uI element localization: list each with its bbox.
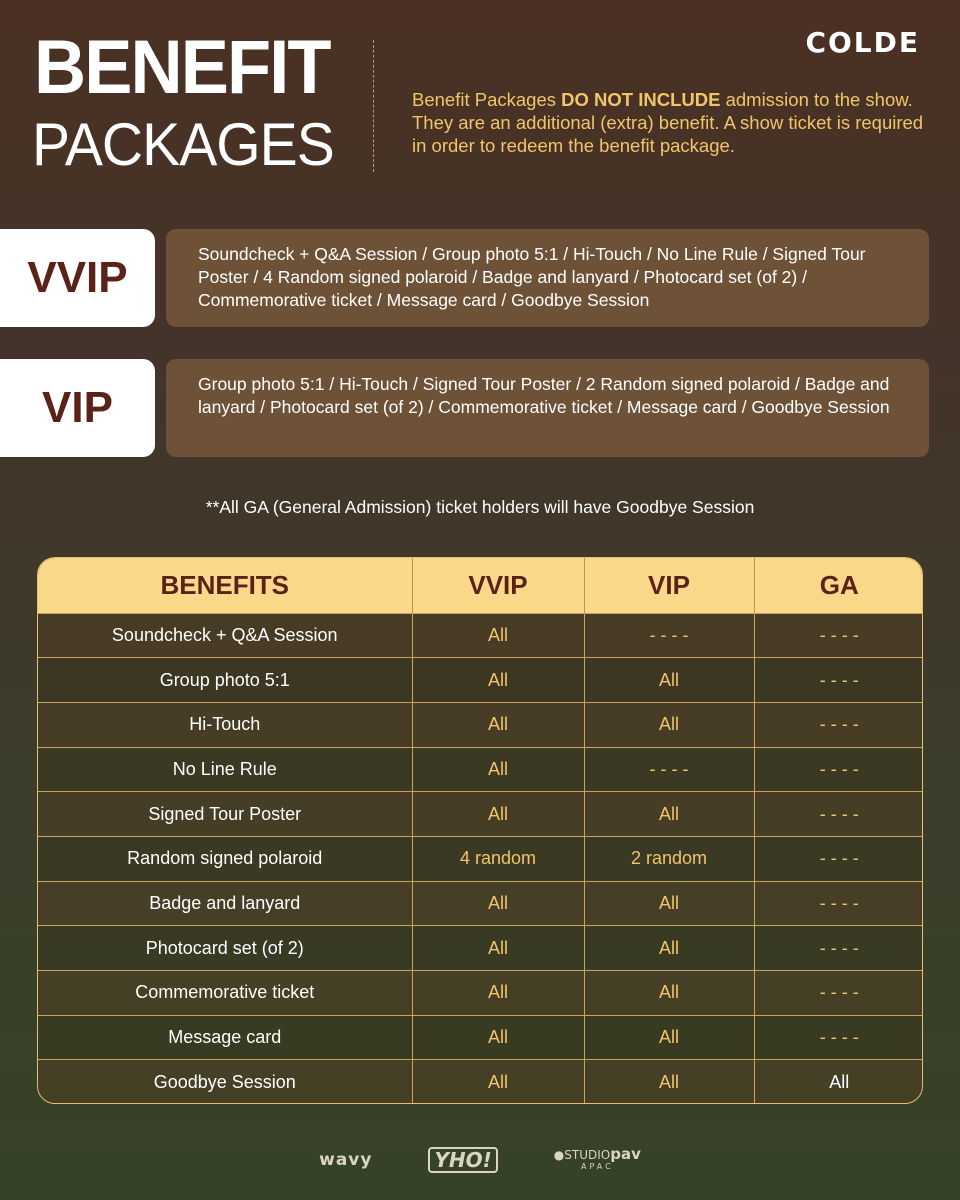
- vip-cell: All: [584, 881, 754, 926]
- yho-logo: YHO!: [428, 1147, 497, 1173]
- table-row: [38, 747, 923, 792]
- note-text-bold: DO NOT INCLUDE: [561, 89, 721, 110]
- admission-note: [412, 88, 932, 157]
- benefit-name-cell: Signed Tour Poster: [38, 792, 412, 837]
- studiopav-logo-bold: pav: [610, 1144, 641, 1163]
- ga-cell: - - - -: [754, 702, 923, 747]
- vvip-cell: All: [412, 881, 584, 926]
- table-body: [38, 613, 923, 1104]
- vvip-cell: All: [412, 926, 584, 971]
- vvip-cell: All: [412, 971, 584, 1016]
- ga-cell: - - - -: [754, 881, 923, 926]
- vip-cell: - - - -: [584, 747, 754, 792]
- table-row: [38, 1015, 923, 1060]
- benefit-name-cell: Photocard set (of 2): [38, 926, 412, 971]
- vvip-cell: All: [412, 792, 584, 837]
- table-row: [38, 702, 923, 747]
- benefit-name-cell: Goodbye Session: [38, 1060, 412, 1104]
- vvip-cell: All: [412, 1015, 584, 1060]
- benefit-name-cell: Hi-Touch: [38, 702, 412, 747]
- table-row: [38, 881, 923, 926]
- table-row: [38, 926, 923, 971]
- ga-cell: - - - -: [754, 613, 923, 658]
- note-text-post: admission to the show. They are an additional (extra) benefit. A show ticket is required in order to redeem the benefit package.: [412, 89, 924, 156]
- benefit-name-cell: Badge and lanyard: [38, 881, 412, 926]
- header-ga: GA: [754, 558, 923, 613]
- table-row: [38, 792, 923, 837]
- header-vvip: VVIP: [412, 558, 584, 613]
- vip-cell: All: [584, 1060, 754, 1104]
- benefits-table: [37, 557, 923, 1104]
- ga-cell: - - - -: [754, 836, 923, 881]
- page-title-packages: PACKAGES: [32, 111, 334, 178]
- benefit-name-cell: Random signed polaroid: [38, 836, 412, 881]
- vip-cell: All: [584, 658, 754, 703]
- vvip-cell: All: [412, 1060, 584, 1104]
- ga-cell: - - - -: [754, 971, 923, 1016]
- vip-cell: All: [584, 971, 754, 1016]
- table-row: [38, 658, 923, 703]
- tier-label-vip: VIP: [0, 359, 155, 457]
- ga-cell: - - - -: [754, 658, 923, 703]
- table-row: [38, 836, 923, 881]
- benefit-name-cell: Message card: [38, 1015, 412, 1060]
- ga-footnote: **All GA (General Admission) ticket holders will have Goodbye Session: [205, 497, 755, 517]
- vip-cell: 2 random: [584, 836, 754, 881]
- table-header-row: [38, 558, 923, 613]
- vvip-cell: 4 random: [412, 836, 584, 881]
- vvip-cell: All: [412, 658, 584, 703]
- page-title-benefit: BENEFIT: [34, 25, 330, 110]
- studiopav-logo-main: [553, 1144, 641, 1163]
- tier-label-vvip: VVIP: [0, 229, 155, 327]
- table-row: [38, 1060, 923, 1104]
- ga-cell: - - - -: [754, 747, 923, 792]
- vip-cell: All: [584, 702, 754, 747]
- tier-description-vvip: Soundcheck + Q&A Session / Group photo 5:1 / Hi-Touch / No Line Rule / Signed Tour Poster / 4 Random signed polaroid / Badge and lanyard / Photocard set (of 2) / Commemorative ticket / Message card / Goodbye Session: [166, 229, 929, 327]
- header-benefits: BENEFITS: [38, 558, 412, 613]
- studio-dot-icon: ●: [553, 1147, 565, 1162]
- vip-cell: All: [584, 1015, 754, 1060]
- vvip-cell: All: [412, 613, 584, 658]
- vvip-cell: All: [412, 702, 584, 747]
- table-row: [38, 971, 923, 1016]
- benefit-name-cell: No Line Rule: [38, 747, 412, 792]
- tier-description-vip: Group photo 5:1 / Hi-Touch / Signed Tour Poster / 2 Random signed polaroid / Badge and lanyard / Photocard set (of 2) / Commemorative ticket / Message card / Goodbye Session: [166, 359, 929, 457]
- benefit-name-cell: Group photo 5:1: [38, 658, 412, 703]
- vvip-cell: All: [412, 747, 584, 792]
- ga-cell: - - - -: [754, 926, 923, 971]
- studiopav-logo-sub: APAC: [580, 1161, 614, 1171]
- wavy-logo: wavy: [319, 1150, 373, 1170]
- note-text-pre: Benefit Packages: [412, 89, 562, 110]
- ga-cell: - - - -: [754, 792, 923, 837]
- benefit-name-cell: Soundcheck + Q&A Session: [38, 613, 412, 658]
- studiopav-logo: [553, 1144, 641, 1173]
- title-divider: [373, 40, 374, 172]
- vip-cell: All: [584, 792, 754, 837]
- studiopav-logo-text: STUDIO: [564, 1147, 611, 1162]
- benefit-name-cell: Commemorative ticket: [38, 971, 412, 1016]
- partner-logos: [0, 1145, 960, 1175]
- brand-logo-colde: COLDE: [805, 26, 920, 59]
- ga-cell: All: [754, 1060, 923, 1104]
- vip-cell: All: [584, 926, 754, 971]
- ga-cell: - - - -: [754, 1015, 923, 1060]
- vip-cell: - - - -: [584, 613, 754, 658]
- header-vip: VIP: [584, 558, 754, 613]
- table-row: [38, 613, 923, 658]
